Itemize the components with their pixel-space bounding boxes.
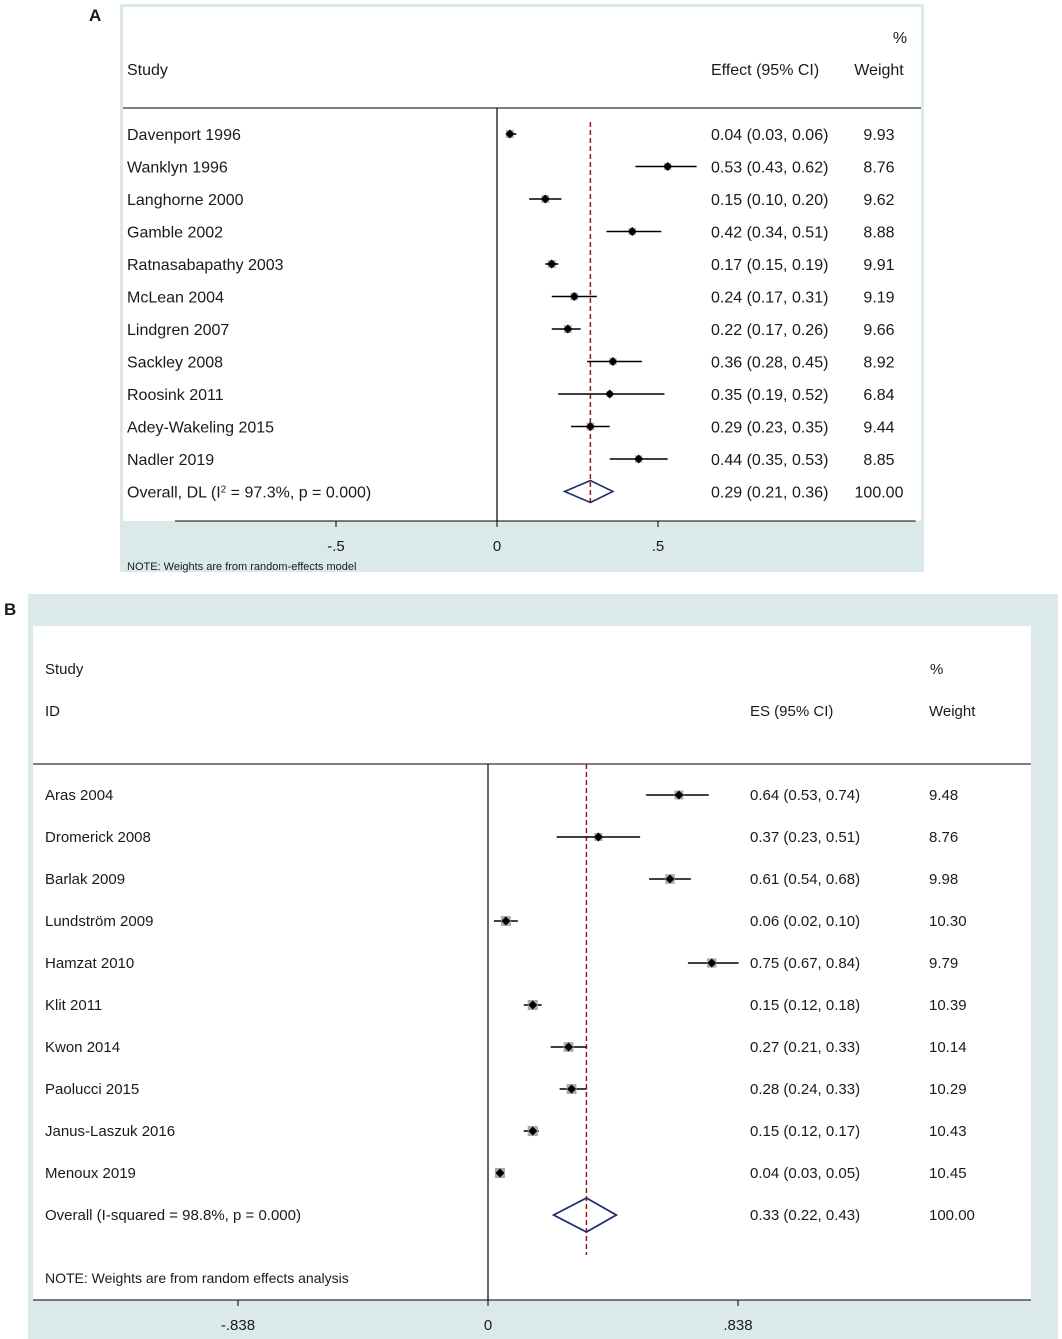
study-label: McLean 2004 — [127, 289, 224, 307]
study-label: Klit 2011 — [45, 997, 103, 1014]
study-label: Roosink 2011 — [127, 387, 224, 404]
study-label: Barlak 2009 — [45, 871, 126, 888]
study-label: Lundström 2009 — [45, 913, 154, 930]
header-effect: Effect (95% CI) — [711, 62, 820, 79]
overall-ci-value: 0.29 (0.21, 0.36) — [711, 484, 829, 502]
x-tick-label: -.838 — [220, 1317, 256, 1334]
header-weight-pct: % — [892, 30, 908, 47]
weight-value: 9.62 — [863, 192, 895, 209]
ci-value: 0.17 (0.15, 0.19) — [711, 257, 829, 274]
weight-value: 8.76 — [929, 829, 959, 846]
header-weight: Weight — [854, 62, 904, 79]
study-label: Davenport 1996 — [127, 127, 241, 144]
ci-value: 0.15 (0.10, 0.20) — [711, 192, 829, 209]
x-tick-label: 0 — [483, 1317, 493, 1334]
overall-label-superscript: 2 — [220, 484, 227, 495]
ci-value: 0.53 (0.43, 0.62) — [711, 159, 829, 177]
weight-value: 8.85 — [863, 452, 895, 469]
x-tick-label: -.5 — [327, 538, 345, 555]
ci-value: 0.28 (0.24, 0.33) — [750, 1081, 861, 1098]
weight-value: 10.45 — [929, 1165, 967, 1182]
study-label: Nadler 2019 — [127, 452, 215, 469]
weight-value: 10.29 — [929, 1081, 967, 1098]
ci-value: 0.15 (0.12, 0.17) — [750, 1123, 861, 1140]
study-label: Menoux 2019 — [45, 1165, 136, 1182]
study-label: Adey-Wakeling 2015 — [127, 419, 275, 437]
panel-b-letter: B — [4, 600, 17, 619]
panel-b — [4, 594, 1058, 1339]
weight-value: 8.76 — [863, 159, 895, 177]
weight-value: 9.91 — [863, 257, 895, 274]
header-weight-pct: % — [930, 661, 944, 678]
ci-value: 0.15 (0.12, 0.18) — [750, 997, 861, 1014]
panel-b-plot-area — [33, 626, 1031, 1300]
ci-value: 0.64 (0.53, 0.74) — [750, 787, 861, 804]
study-label: Langhorne 2000 — [127, 192, 244, 209]
ci-value: 0.04 (0.03, 0.06) — [711, 127, 829, 144]
overall-weight-value: 100.00 — [929, 1207, 975, 1224]
study-label: Hamzat 2010 — [45, 955, 135, 972]
header-id: ID — [45, 703, 60, 720]
weight-value: 9.93 — [863, 127, 895, 144]
ci-value: 0.29 (0.23, 0.35) — [711, 419, 829, 437]
weights-note: NOTE: Weights are from random effects analysis — [45, 1270, 349, 1286]
study-label: Dromerick 2008 — [45, 829, 151, 846]
study-label: Aras 2004 — [45, 787, 114, 804]
study-label: Janus-Laszuk 2016 — [45, 1123, 176, 1140]
overall-label — [127, 484, 371, 502]
ci-value: 0.06 (0.02, 0.10) — [750, 913, 861, 930]
ci-value: 0.36 (0.28, 0.45) — [711, 354, 829, 372]
header-weight: Weight — [929, 703, 976, 720]
weight-value: 8.92 — [863, 354, 895, 372]
header-study: Study — [45, 661, 84, 678]
ci-value: 0.44 (0.35, 0.53) — [711, 452, 829, 469]
overall-ci-value: 0.33 (0.22, 0.43) — [750, 1207, 861, 1224]
weight-value: 6.84 — [863, 387, 895, 404]
weight-value: 9.44 — [863, 419, 895, 437]
overall-label-rest: = 97.3%, p = 0.000) — [226, 484, 372, 502]
panel-a — [89, 4, 924, 573]
study-label: Kwon 2014 — [45, 1039, 121, 1056]
study-label: Ratnasabapathy 2003 — [127, 257, 284, 274]
weight-value: 9.66 — [863, 322, 895, 339]
weight-value: 10.14 — [929, 1039, 967, 1056]
weight-value: 10.43 — [929, 1123, 967, 1140]
study-label: Gamble 2002 — [127, 224, 224, 242]
study-label: Paolucci 2015 — [45, 1081, 140, 1098]
weight-value: 9.19 — [863, 289, 895, 307]
header-study: Study — [127, 62, 168, 79]
ci-value: 0.42 (0.34, 0.51) — [711, 224, 829, 242]
weight-value: 9.48 — [929, 787, 959, 804]
weights-note: NOTE: Weights are from random-effects model — [127, 561, 357, 573]
overall-weight-value: 100.00 — [854, 484, 904, 502]
weight-value: 10.30 — [929, 913, 967, 930]
ci-value: 0.37 (0.23, 0.51) — [750, 829, 861, 846]
weight-value: 8.88 — [863, 224, 895, 242]
weight-value: 9.98 — [929, 871, 959, 888]
ci-value: 0.24 (0.17, 0.31) — [711, 289, 829, 307]
overall-label-text: Overall, DL (I — [127, 484, 221, 502]
ci-value: 0.04 (0.03, 0.05) — [750, 1165, 861, 1182]
overall-label: Overall (I-squared = 98.8%, p = 0.000) — [45, 1207, 301, 1224]
ci-value: 0.75 (0.67, 0.84) — [750, 955, 861, 972]
weight-value: 10.39 — [929, 997, 967, 1014]
study-label: Wanklyn 1996 — [127, 159, 228, 177]
header-effect: ES (95% CI) — [750, 703, 834, 720]
panel-a-letter: A — [89, 6, 102, 25]
weight-value: 9.79 — [929, 955, 959, 972]
study-label: Sackley 2008 — [127, 354, 224, 372]
x-tick-label: 0 — [492, 538, 502, 555]
ci-value: 0.61 (0.54, 0.68) — [750, 871, 861, 888]
x-tick-label: .5 — [651, 538, 665, 555]
study-label: Lindgren 2007 — [127, 322, 230, 339]
ci-value: 0.22 (0.17, 0.26) — [711, 322, 829, 339]
x-tick-label: .838 — [723, 1317, 753, 1334]
ci-value: 0.27 (0.21, 0.33) — [750, 1039, 861, 1056]
ci-value: 0.35 (0.19, 0.52) — [711, 387, 829, 404]
